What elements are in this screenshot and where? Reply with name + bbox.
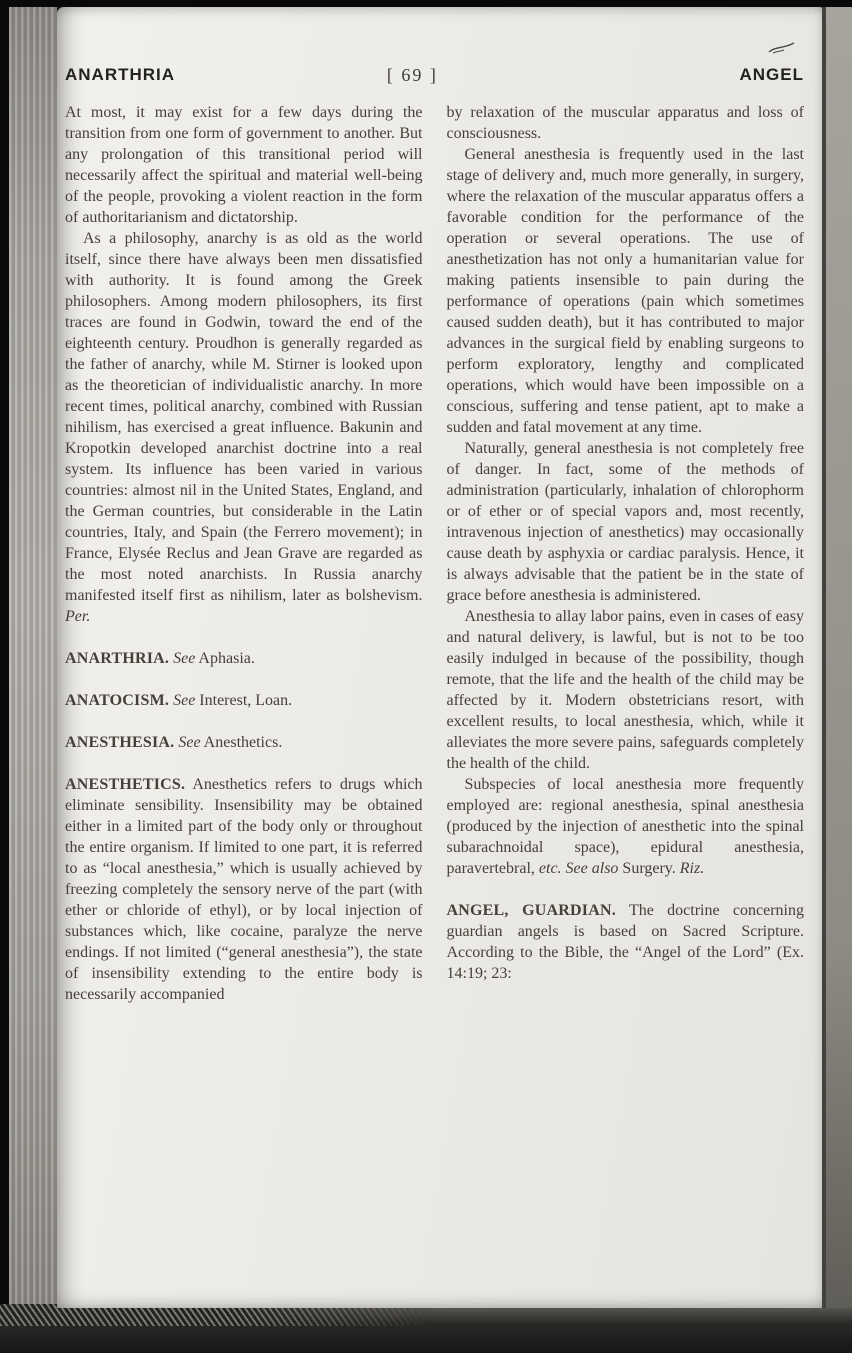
book-page xyxy=(57,7,822,1308)
body-paragraph: As a philosophy, anarchy is as old as the world itself, since there have always been men dissatisfied with authority. It is found among the Greek philosophers. Among modern philosophers, its first traces are found in Godwin, toward the end of the eighteenth century. Proudhon is generally regarded as the father of anarchy, while M. Stirner is looked upon as the theoretician of individualistic anarchy. In more recent times, political anarchy, combined with Russian nihilism, has exercised a great influence. Bakunin and Kropotkin developed anarchist doctrine into a real system. Its influence has been varied in various countries: almost nil in the United States, England, and the German countries, but considerable in the Latin countries, Italy, and Spain (the Ferrero movement); in France, Elysée Reclus and Jean Grave are regarded as the most noted anarchists. In Russia anarchy manifested itself first as nihilism, later as bolshevism. Per. xyxy=(65,230,423,625)
left-page-stack-edge xyxy=(9,7,57,1317)
entry-term: ANATOCISM. xyxy=(65,692,170,709)
right-page-stack-edge xyxy=(822,0,852,1353)
entry-term: ANESTHETICS. xyxy=(65,776,186,793)
body-paragraph: by relaxation of the muscular apparatus and loss of consciousness. xyxy=(446,104,804,142)
body-paragraph: Subspecies of local anesthesia more frequently employed are: regional anesthesia, spinal anesthesia (produced by the injection of anesthetic into the spinal subarachnoidal space), epidural anesthesia, paravertebral, etc. See also Surgery. Riz. xyxy=(446,776,804,877)
right-column xyxy=(447,102,805,1005)
left-column xyxy=(65,102,423,1005)
entry-angel-guardian: ANGEL, GUARDIAN. The doctrine concerning guardian angels is based on Sacred Scripture. According to the Bible, the “Angel of the Lord” (Ex. 14:19; 23: xyxy=(446,902,804,982)
page-number: [ 69 ] xyxy=(386,65,438,85)
entry-anarthria: ANARTHRIA. See Aphasia. xyxy=(65,650,255,667)
body-paragraph: Naturally, general anesthesia is not completely free of danger. In fact, some of the methods of administration (particularly, inhalation of chlorophorm or of ether or of special vapors and, most recently, intravenous injection of anesthetics) may occasionally cause death by asphyxia or cardiac paralysis. Hence, it is always advisable that the patient be in the state of grace before anesthesia is administered. xyxy=(446,440,804,604)
entry-term: ANGEL, GUARDIAN. xyxy=(446,902,616,919)
body-paragraph: Anesthesia to allay labor pains, even in cases of easy and natural delivery, is lawful, but is not to be too easily indulged in because of the possibility, though remote, that the life and the health of the child may be affected by it. Modern obstetricians resort, with excellent results, to local anesthesia, which, while it alleviates the more severe pains, safeguards completely the health of the child. xyxy=(446,608,804,772)
entry-term: ANARTHRIA. xyxy=(65,650,170,667)
entry-term: ANESTHESIA. xyxy=(65,734,175,751)
spine-gutter-shadow xyxy=(0,0,9,1353)
running-head-right: ANGEL xyxy=(739,65,804,84)
page-content xyxy=(57,7,822,1308)
running-head xyxy=(65,65,804,89)
body-paragraph: At most, it may exist for a few days during the transition from one form of government to another. But any prolongation of this transitional period will necessarily affect the spiritual and material well-being of the people, provoking a violent reaction in the form of authoritarianism and dictatorship. xyxy=(65,104,423,226)
entry-anesthetics: ANESTHETICS. Anesthetics refers to drugs which eliminate sensibility. Insensibility may be obtained either in a limited part of the body only or throughout the entire organism. If limited to one part, it is referred to as “local anesthesia,” which is usually achieved by freezing completely the sensory nerve of the part (with ether or chloride of ethyl), or by local injection of substances which, like cocaine, paralyze the nerve endings. If not limited (“general anesthesia”), the state of insensibility extending to the entire body is necessarily accompanied xyxy=(65,776,423,1003)
top-shadow-band xyxy=(0,0,852,7)
body-paragraph: General anesthesia is frequently used in the last stage of delivery and, much more generally, in surgery, where the relaxation of the muscular apparatus offers a favorable condition for the performance of the operation or several operations. The use of anesthetization has not only a humanitarian value for making patients insensible to pain during the performance of operations (pain which sometimes caused sudden death), but it has contributed to major advances in the surgical field by enabling surgeons to perform exploratory, lengthy and complicated operations, which would have been impossible on a conscious, suffering and tense patient, apt to make a sudden and fatal movement at any time. xyxy=(446,146,804,436)
running-head-left: ANARTHRIA xyxy=(65,65,176,84)
entry-anesthesia: ANESTHESIA. See Anesthetics. xyxy=(65,734,283,751)
text-columns xyxy=(65,102,804,1005)
entry-anatocism: ANATOCISM. See Interest, Loan. xyxy=(65,692,293,709)
